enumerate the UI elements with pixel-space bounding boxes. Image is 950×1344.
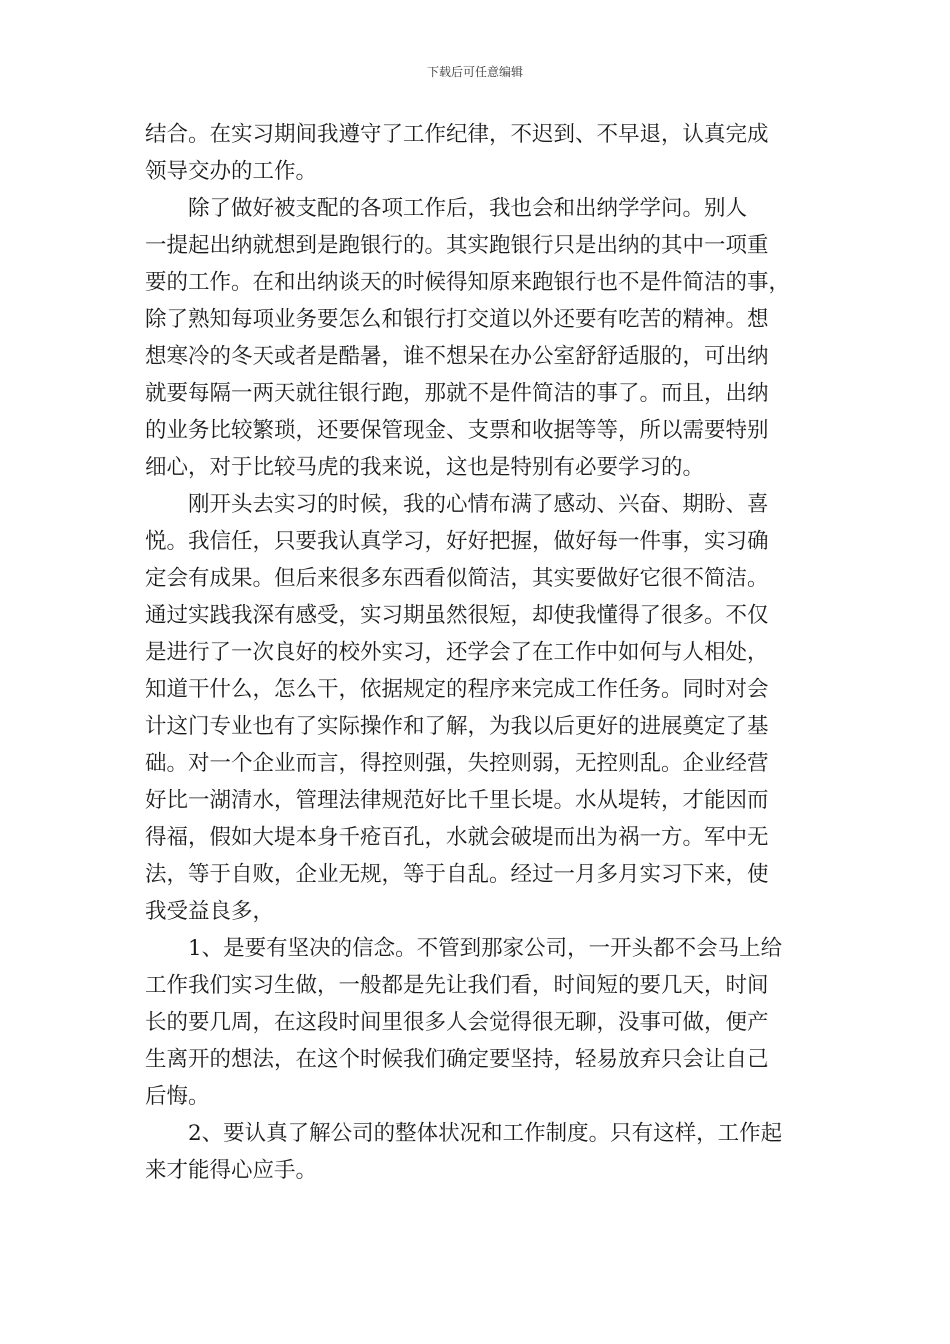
text-line: 刚开头去实习的时候，我的心情布满了感动、兴奋、期盼、喜 (188, 492, 769, 517)
text-line: 工作我们实习生做，一般都是先让我们看，时间短的要几天，时间 (145, 973, 769, 998)
text-line: 好比一湖清水，管理法律规范好比千里长堤。水从堤转，才能因而 (145, 788, 769, 813)
text-line: 法，等于自败，企业无规，等于自乱。经过一月多月实习下来，使 (145, 862, 769, 887)
text-line: 计这门专业也有了实际操作和了解，为我以后更好的进展奠定了基 (145, 714, 769, 739)
text-line: 来才能得心应手。 (145, 1158, 318, 1183)
text-line: 长的要几周，在这段时间里很多人会觉得很无聊，没事可做，便产 (145, 1010, 769, 1035)
text-line: 想寒冷的冬天或者是酷暑，谁不想呆在办公室舒舒适服的，可出纳 (145, 344, 769, 369)
text-line: 悦。我信任，只要我认真学习，好好把握，做好每一件事，实习确 (145, 529, 769, 554)
text-line: 1、是要有坚决的信念。不管到那家公司，一开头都不会马上给 (188, 936, 783, 961)
text-line: 要的工作。在和出纳谈天的时候得知原来跑银行也不是件简洁的事， (145, 270, 791, 295)
paragraph (145, 930, 810, 1115)
text-line: 得福，假如大堤本身千疮百孔，水就会破堤而出为祸一方。军中无 (145, 825, 769, 850)
page-header: 下载后可任意编辑 (426, 65, 523, 79)
text-line: 生离开的想法，在这个时候我们确定要坚持，轻易放弃只会让自己 (145, 1047, 769, 1072)
text-line: 我受益良多， (145, 899, 275, 924)
text-line: 2、要认真了解公司的整体状况和工作制度。只有这样，工作起 (188, 1121, 783, 1146)
paragraph (145, 1115, 810, 1189)
text-line: 的业务比较繁琐，还要保管现金、支票和收据等等，所以需要特别 (145, 418, 769, 443)
text-line: 定会有成果。但后来很多东西看似简洁，其实要做好它很不简洁。 (145, 566, 769, 591)
text-line: 领导交办的工作。 (145, 159, 318, 184)
paragraph (145, 116, 810, 190)
text-line: 除了熟知每项业务要怎么和银行打交道以外还要有吃苦的精神。想 (145, 307, 769, 332)
text-line: 础。对一个企业而言，得控则强，失控则弱，无控则乱。企业经营 (145, 751, 769, 776)
text-line: 结合。在实习期间我遵守了工作纪律，不迟到、不早退，认真完成 (145, 122, 769, 147)
text-line: 细心，对于比较马虎的我来说，这也是特别有必要学习的。 (145, 455, 705, 480)
paragraph (145, 190, 810, 486)
text-line: 一提起出纳就想到是跑银行的。其实跑银行只是出纳的其中一项重 (145, 233, 769, 258)
text-line: 就要每隔一两天就往银行跑，那就不是件简洁的事了。而且，出纳 (145, 381, 769, 406)
document-body (145, 116, 810, 1189)
text-line: 除了做好被支配的各项工作后，我也会和出纳学学问。别人 (188, 196, 748, 221)
text-line: 知道干什么，怎么干，依据规定的程序来完成工作任务。同时对会 (145, 677, 769, 702)
text-line: 通过实践我深有感受，实习期虽然很短，却使我懂得了很多。不仅 (145, 603, 769, 628)
paragraph (145, 486, 810, 930)
text-line: 后悔。 (145, 1084, 210, 1109)
text-line: 是进行了一次良好的校外实习，还学会了在工作中如何与人相处， (145, 640, 769, 665)
